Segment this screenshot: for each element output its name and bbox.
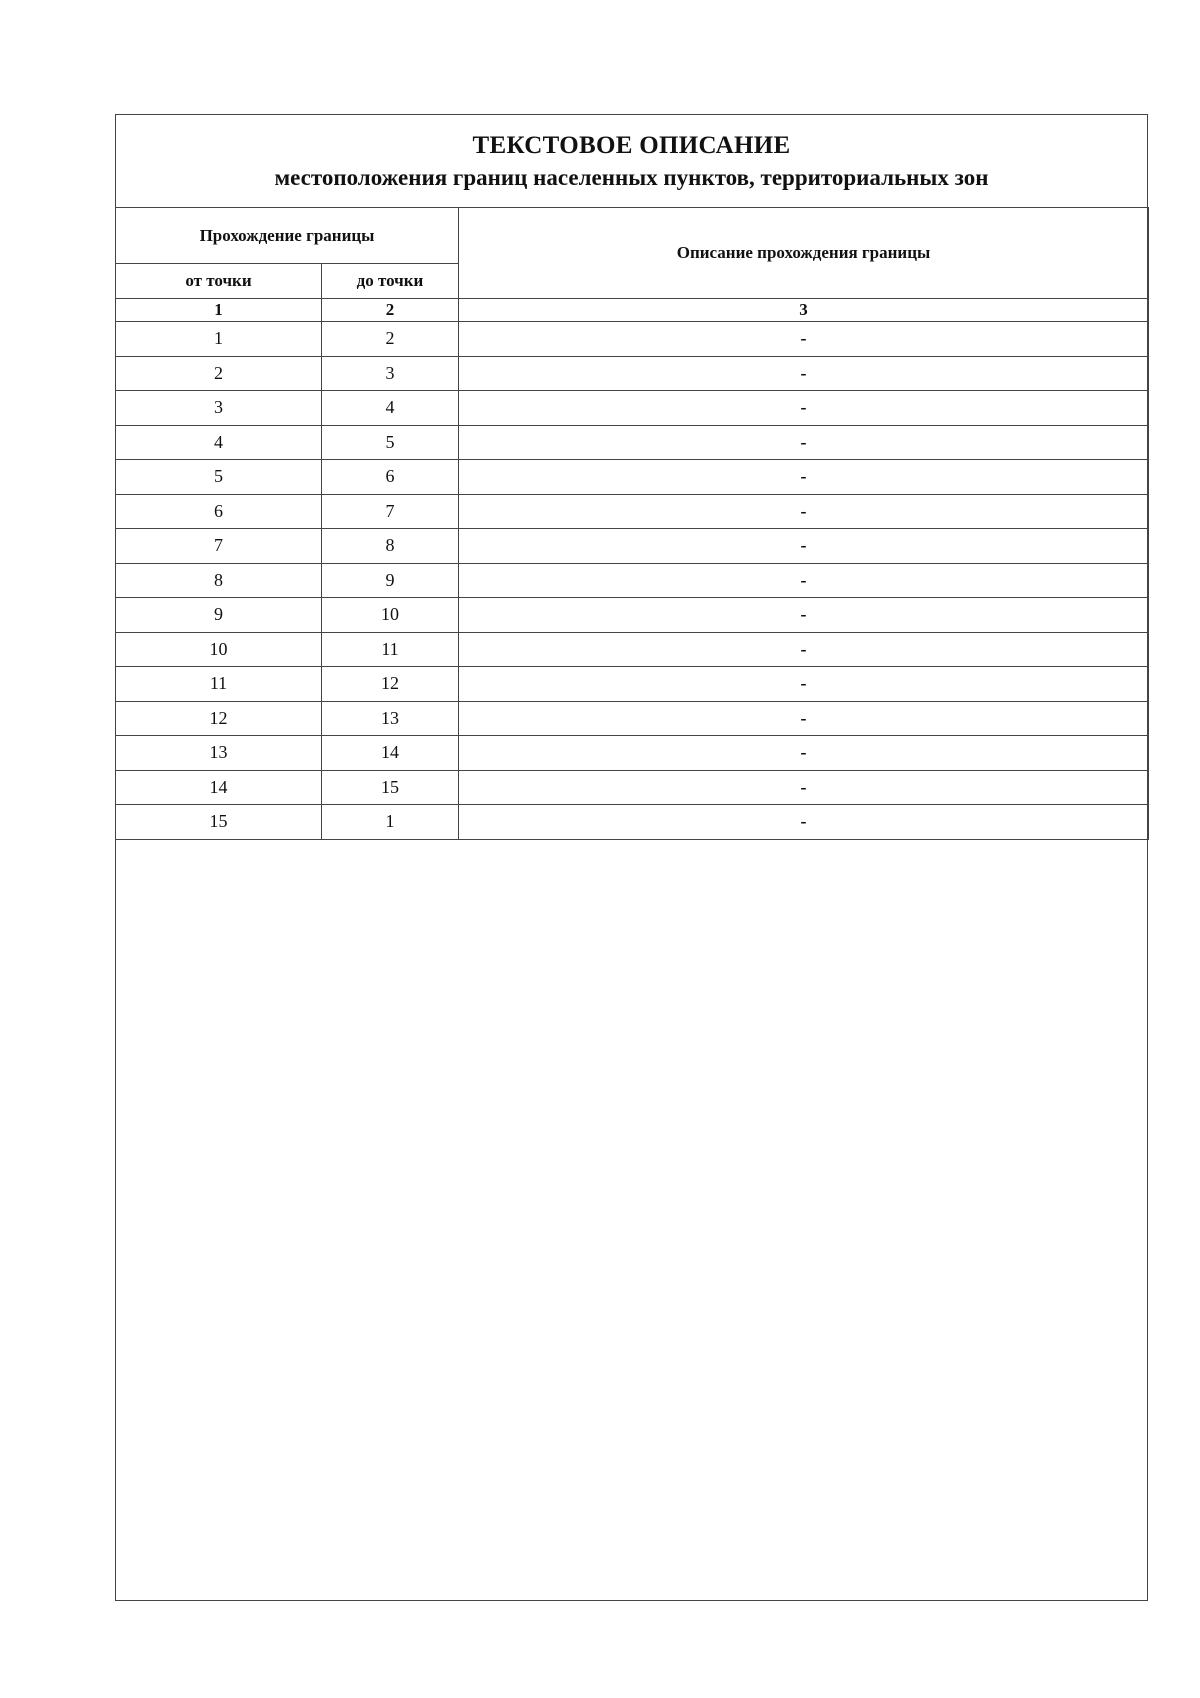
header-to-point: до точки [322,264,459,299]
description-cell: - [459,356,1149,391]
column-number-3: 3 [459,299,1149,322]
to-point-cell: 4 [322,391,459,426]
description-cell: - [459,563,1149,598]
to-point-cell: 10 [322,598,459,633]
table-row [116,529,1149,564]
description-cell: - [459,701,1149,736]
table-row [116,356,1149,391]
to-point-cell: 6 [322,460,459,495]
header-description: Описание прохождения границы [459,208,1149,299]
to-point-cell: 2 [322,322,459,357]
to-point-cell: 11 [322,632,459,667]
to-point-cell: 3 [322,356,459,391]
description-cell: - [459,598,1149,633]
from-point-cell: 11 [116,667,322,702]
to-point-cell: 13 [322,701,459,736]
from-point-cell: 14 [116,770,322,805]
description-cell: - [459,632,1149,667]
description-cell: - [459,667,1149,702]
to-point-cell: 8 [322,529,459,564]
table-row [116,425,1149,460]
table-row [116,494,1149,529]
description-cell: - [459,529,1149,564]
description-cell: - [459,736,1149,771]
document-title: ТЕКСТОВОЕ ОПИСАНИЕ [472,132,791,159]
to-point-cell: 1 [322,805,459,840]
header-from-point: от точки [116,264,322,299]
from-point-cell: 4 [116,425,322,460]
to-point-cell: 15 [322,770,459,805]
from-point-cell: 1 [116,322,322,357]
from-point-cell: 9 [116,598,322,633]
from-point-cell: 15 [116,805,322,840]
table-row [116,805,1149,840]
description-cell: - [459,460,1149,495]
from-point-cell: 12 [116,701,322,736]
description-cell: - [459,322,1149,357]
from-point-cell: 6 [116,494,322,529]
document-frame [115,114,1148,1601]
column-number-1: 1 [116,299,322,322]
from-point-cell: 10 [116,632,322,667]
table-row [116,322,1149,357]
table-row [116,632,1149,667]
description-cell: - [459,494,1149,529]
to-point-cell: 5 [322,425,459,460]
to-point-cell: 9 [322,563,459,598]
description-cell: - [459,805,1149,840]
column-number-2: 2 [322,299,459,322]
from-point-cell: 13 [116,736,322,771]
table-row [116,736,1149,771]
header-boundary-passage: Прохождение границы [116,208,459,264]
description-cell: - [459,391,1149,426]
table-row [116,598,1149,633]
table-row [116,770,1149,805]
description-cell: - [459,770,1149,805]
description-cell: - [459,425,1149,460]
table-row [116,460,1149,495]
to-point-cell: 7 [322,494,459,529]
from-point-cell: 8 [116,563,322,598]
boundary-table [115,207,1149,840]
to-point-cell: 12 [322,667,459,702]
document-subtitle: местоположения границ населенных пунктов, территориальных зон [274,165,989,190]
table-row [116,701,1149,736]
table-body [116,322,1149,840]
table-row [116,667,1149,702]
table-row [116,563,1149,598]
from-point-cell: 5 [116,460,322,495]
title-block [116,115,1147,208]
from-point-cell: 2 [116,356,322,391]
from-point-cell: 7 [116,529,322,564]
table-row [116,391,1149,426]
to-point-cell: 14 [322,736,459,771]
from-point-cell: 3 [116,391,322,426]
